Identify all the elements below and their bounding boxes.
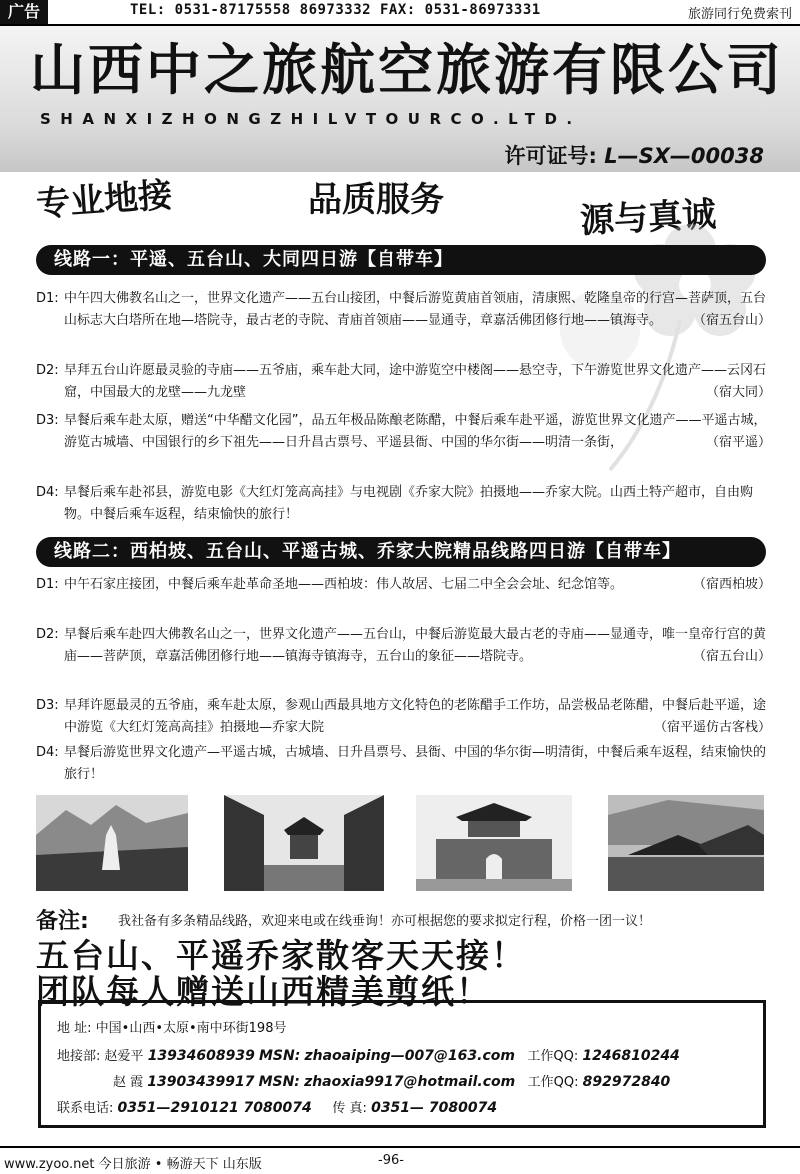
slogan-1: 专业地接 [35,175,174,225]
remark-label: 备注: [36,909,89,934]
qq-label: 工作QQ: [527,1049,579,1064]
person-msn: zhaoxia9917@hotmail.com [304,1074,516,1090]
footer [0,1146,800,1174]
address: 中国•山西•太原•南中环街198号 [95,1021,287,1036]
remark-text: 我社备有多条精品线路，欢迎来电或在线垂询！亦可根据您的要求拟定行程，价格一团一议！ [118,914,652,929]
day-label: D2: [36,363,59,378]
person-phone: 13934608939 [147,1048,255,1064]
route-2-day-2 [36,624,771,668]
company-name: 山西中之旅航空旅游有限公司 [30,38,785,102]
dept-label: 地接部: [57,1049,101,1064]
english-name: SHANXIZHONGZHILVTOURCO.LTD. [40,110,582,128]
tel: 0351—2910121 7080074 [117,1100,312,1116]
license [505,140,764,170]
slogan-2: 品质服务 [308,180,444,220]
day-label: D3: [36,698,59,713]
day-label: D4: [36,745,59,760]
route-2-day-3 [36,695,771,739]
day-text: 中午四大佛教名山之一，世界文化遗产——五台山接团，中餐后游览黄庙首领庙，清康熙、乾隆皇帝的行宫—菩萨顶，五台山标志大白塔所在地—塔院寺，最古老的寺院、青庙首领庙——显通寺，章嘉活佛团修行地——镇海寺。 [64,291,767,328]
day-note: （宿平遥仿古客栈） [653,720,771,735]
day-note: （宿平遥） [705,435,771,450]
fax: 0351— 7080074 [371,1100,498,1116]
day-text: 早餐后乘车赴祁县，游览电影《大红灯笼高高挂》与电视剧《乔家大院》拍摄地——乔家大院。山西土特产超市，自由购物。中餐后乘车返程，结束愉快的旅行！ [64,485,754,522]
footer-site: www.zyoo.net 今日旅游 • 畅游天下 山东版 [4,1157,262,1172]
route-2-title: 线路二：西柏坡、五台山、平遥古城、乔家大院精品线路四日游【自带车】 [36,537,766,567]
page-number: -96- [378,1153,404,1168]
photo-ancient-street [224,795,384,891]
day-label: D3: [36,413,59,428]
day-text: 早餐后游览世界文化遗产—平遥古城，古城墙、日升昌票号、县衙、中国的华尔街—明清街，中餐后乘车返程，结束愉快的旅行！ [64,745,767,782]
day-label: D1: [36,577,59,592]
day-note: （宿西柏坡） [692,577,771,592]
person-qq: 892972840 [582,1074,671,1090]
day-text: 中午石家庄接团，中餐后乘车赴革命圣地——西柏坡：伟人故居、七届二中全会会址、纪念馆等。 [64,577,624,592]
qq-label: 工作QQ: [527,1075,579,1090]
tel-label: 联系电话: [57,1101,114,1116]
banner-1: 五台山、平遥乔家散客天天接！ [36,936,526,975]
day-text: 早餐后乘车赴太原，赠送“中华醋文化园”，品五年极品陈酿老陈醋，中餐后乘车赴平遥，游览世界文化遗产——平遥古城，游览古城墙、中国银行的乡下祖先——日升昌古票号、平遥县衙、中国的华尔街——明清一条街， [64,413,767,450]
route-1-day-4 [36,482,771,526]
person-phone: 13903439917 [147,1074,255,1090]
day-text: 早拜五台山许愿最灵验的寺庙——五爷庙，乘车赴大同，途中游览空中楼阁——悬空寺，下午游览世界文化遗产——云冈石窟，中国最大的龙壁——九龙壁 [64,363,767,400]
photo-mountain-temple [36,795,188,891]
person-name: 赵爱平 [104,1049,144,1064]
fax-label: 传 真: [332,1101,367,1116]
day-text: 早拜许愿最灵的五爷庙，乘车赴太原，参观山西最具地方文化特色的老陈醋手工作坊，品尝极品老陈醋，中餐后赴平遥，途中游览《大红灯笼高高挂》拍摄地—乔家大院 [64,698,767,735]
route-1-day-3 [36,410,771,454]
day-text: 早餐后乘车赴四大佛教名山之一，世界文化遗产——五台山，中餐后游览最大最古老的寺庙——显通寺，唯一皇帝行宫的黄庙——菩萨顶，章嘉活佛团修行地——镇海寺镇海寺，五台山的象征——塔院寺。 [64,627,767,664]
day-label: D2: [36,627,59,642]
route-1-day-1 [36,288,771,332]
day-note: （宿大同） [705,385,771,400]
address-label: 地 址: [57,1021,92,1036]
msn-label: MSN: [258,1074,300,1090]
day-label: D1: [36,291,59,306]
person-qq: 1246810244 [582,1048,680,1064]
ad-tag: 广告 [0,0,48,24]
day-note: （宿五台山） [692,649,771,664]
contact-line: TEL: 0531-87175558 86973332 FAX: 0531-86973331 [130,2,541,18]
msn-label: MSN: [258,1048,301,1064]
license-value: L—SX—00038 [604,144,764,168]
contact-box [38,1000,766,1128]
free-note: 旅游同行免费索刊 [687,7,792,22]
route-1-title: 线路一：平遥、五台山、大同四日游【自带车】 [36,245,766,275]
person-msn: zhaoaiping—007@163.com [304,1048,515,1064]
route-2-day-4 [36,742,771,786]
day-label: D4: [36,485,59,500]
route-2-day-1 [36,574,771,596]
photo-city-gate [416,795,572,891]
slogan-3: 源与真诚 [579,194,718,242]
day-note: （宿五台山） [692,313,771,328]
route-1-day-2 [36,360,771,404]
photo-temple-roofs [608,795,764,891]
person-name: 赵 霞 [113,1075,144,1090]
banner-2: 团队每人赠送山西精美剪纸！ [36,972,491,1011]
license-label: 许可证号: [504,144,597,168]
